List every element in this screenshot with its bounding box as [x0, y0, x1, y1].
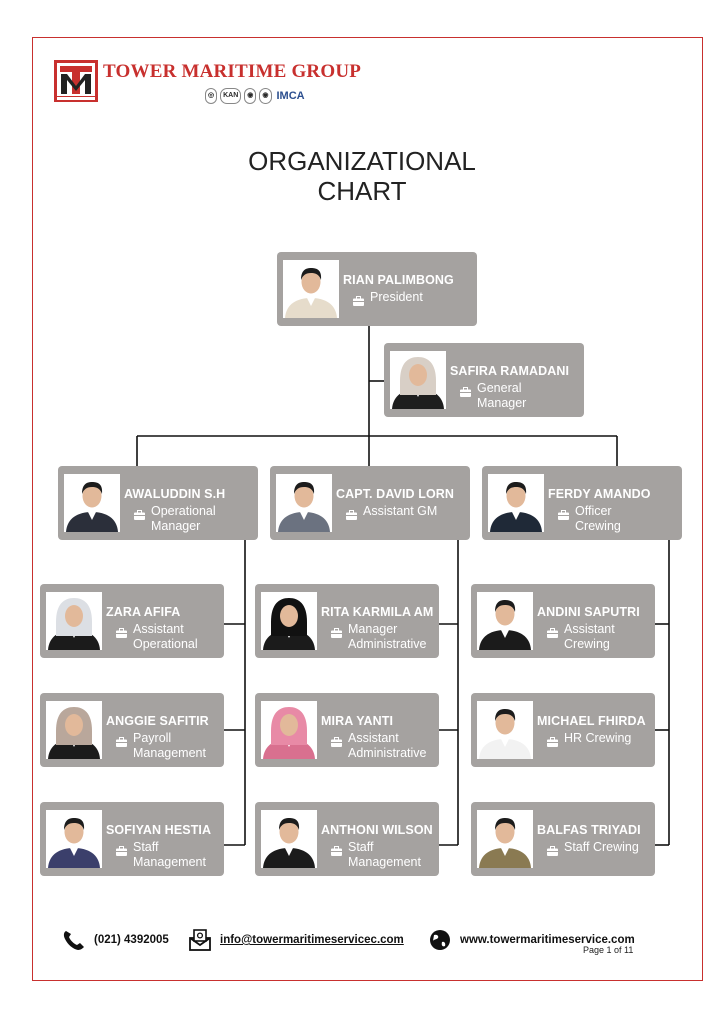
- org-card-michael: [471, 693, 655, 767]
- person-role-line: Assistant: [564, 622, 615, 636]
- org-card-agm: [270, 466, 470, 540]
- person-role-line: HR Crewing: [564, 731, 632, 745]
- person-name: ANDINI SAPUTRI: [537, 605, 640, 619]
- person-role-line: Operational: [133, 637, 198, 651]
- person-photo: [390, 351, 446, 414]
- briefcase-icon: [134, 507, 145, 517]
- person-role-line: Assistant GM: [363, 504, 438, 518]
- briefcase-icon: [547, 625, 558, 635]
- person-name: SAFIRA RAMADANI: [450, 364, 570, 378]
- person-photo: [46, 701, 102, 764]
- person-name: MICHAEL FHIRDA: [537, 714, 646, 728]
- person-role-line: Administrative: [348, 637, 427, 651]
- org-card-sofiyan: [40, 802, 224, 876]
- person-role-line: Administrative: [348, 746, 427, 760]
- person-name: ZARA AFIFA: [106, 605, 181, 619]
- person-role-line: Staff Crewing: [564, 840, 639, 854]
- person-photo: [64, 474, 120, 537]
- person-photo: [276, 474, 332, 537]
- phone-icon: [62, 929, 86, 951]
- person-name: BALFAS TRIYADI: [537, 823, 641, 837]
- briefcase-icon: [460, 384, 471, 394]
- person-role-line: Management: [133, 855, 206, 869]
- person-photo: [46, 592, 102, 655]
- person-role-line: Operational: [151, 504, 216, 518]
- briefcase-icon: [353, 293, 364, 303]
- phone-number: (021) 4392005: [94, 934, 169, 946]
- email-icon: [188, 929, 212, 951]
- briefcase-icon: [547, 734, 558, 744]
- person-photo: [477, 592, 533, 655]
- title-line-2: CHART: [317, 176, 407, 206]
- briefcase-icon: [547, 843, 558, 853]
- person-role-line: Crewing: [575, 519, 621, 533]
- person-name: ANTHONI WILSON: [321, 823, 433, 837]
- briefcase-icon: [346, 507, 357, 517]
- person-role-line: Management: [133, 746, 206, 760]
- briefcase-icon: [331, 843, 342, 853]
- briefcase-icon: [116, 843, 127, 853]
- cert-kan: KAN: [220, 88, 241, 104]
- org-card-zara: [40, 584, 224, 658]
- brand-name: TOWER MARITIME GROUP: [103, 61, 362, 82]
- briefcase-icon: [116, 734, 127, 744]
- person-role-line: Manager: [348, 622, 398, 636]
- person-role-line: Assistant: [348, 731, 399, 745]
- email-link[interactable]: info@towermaritimeservicec.com: [220, 934, 404, 946]
- person-role-line: President: [370, 290, 423, 304]
- person-role-line: Staff: [133, 840, 159, 854]
- person-name: FERDY AMANDO: [548, 487, 651, 501]
- org-card-president: [277, 252, 477, 326]
- person-role-line: Crewing: [564, 637, 610, 651]
- cert-imca: IMCA: [276, 90, 305, 102]
- person-name: CAPT. DAVID LORN: [336, 487, 455, 501]
- person-photo: [46, 810, 102, 873]
- person-name: RITA KARMILA AM: [321, 605, 434, 619]
- person-name: SOFIYAN HESTIA: [106, 823, 212, 837]
- org-card-anggie: [40, 693, 224, 767]
- person-name: AWALUDDIN S.H: [124, 487, 226, 501]
- briefcase-icon: [558, 507, 569, 517]
- person-role-line: Management: [348, 855, 421, 869]
- org-card-mira: [255, 693, 439, 767]
- person-name: RIAN PALIMBONG: [343, 273, 454, 287]
- org-card-oc: [482, 466, 682, 540]
- title-line-1: ORGANIZATIONAL: [248, 146, 476, 176]
- briefcase-icon: [331, 625, 342, 635]
- briefcase-icon: [116, 625, 127, 635]
- footer-email: [188, 929, 404, 951]
- person-role-line: Manager: [477, 396, 527, 410]
- person-name: MIRA YANTI: [321, 714, 394, 728]
- person-role-line: Payroll: [133, 731, 172, 745]
- cert-badge-icon: ◉: [244, 88, 256, 104]
- person-photo: [261, 592, 317, 655]
- cert-badge-icon: ◎: [205, 88, 217, 104]
- person-role-line: Staff: [348, 840, 374, 854]
- org-card-opm: [58, 466, 258, 540]
- person-photo: [261, 701, 317, 764]
- org-card-gm: [384, 343, 584, 417]
- website-link[interactable]: www.towermaritimeservice.com: [460, 934, 635, 946]
- person-role-line: General: [477, 381, 522, 395]
- person-photo: [477, 701, 533, 764]
- person-photo: [477, 810, 533, 873]
- globe-icon: [428, 929, 452, 951]
- person-role-line: Assistant: [133, 622, 184, 636]
- cert-badge-icon: ◉: [259, 88, 271, 104]
- org-card-andini: [471, 584, 655, 658]
- person-photo: [488, 474, 544, 537]
- person-photo: [261, 810, 317, 873]
- org-card-rita: [255, 584, 439, 658]
- person-photo: [283, 260, 339, 323]
- person-role-line: Manager: [151, 519, 201, 533]
- org-card-balfas: [471, 802, 655, 876]
- page-number: Page 1 of 11: [583, 945, 634, 955]
- person-name: ANGGIE SAFITIR: [106, 714, 209, 728]
- org-card-anthoni: [255, 802, 439, 876]
- briefcase-icon: [331, 734, 342, 744]
- footer-phone: [62, 929, 169, 951]
- person-role-line: Officer: [575, 504, 612, 518]
